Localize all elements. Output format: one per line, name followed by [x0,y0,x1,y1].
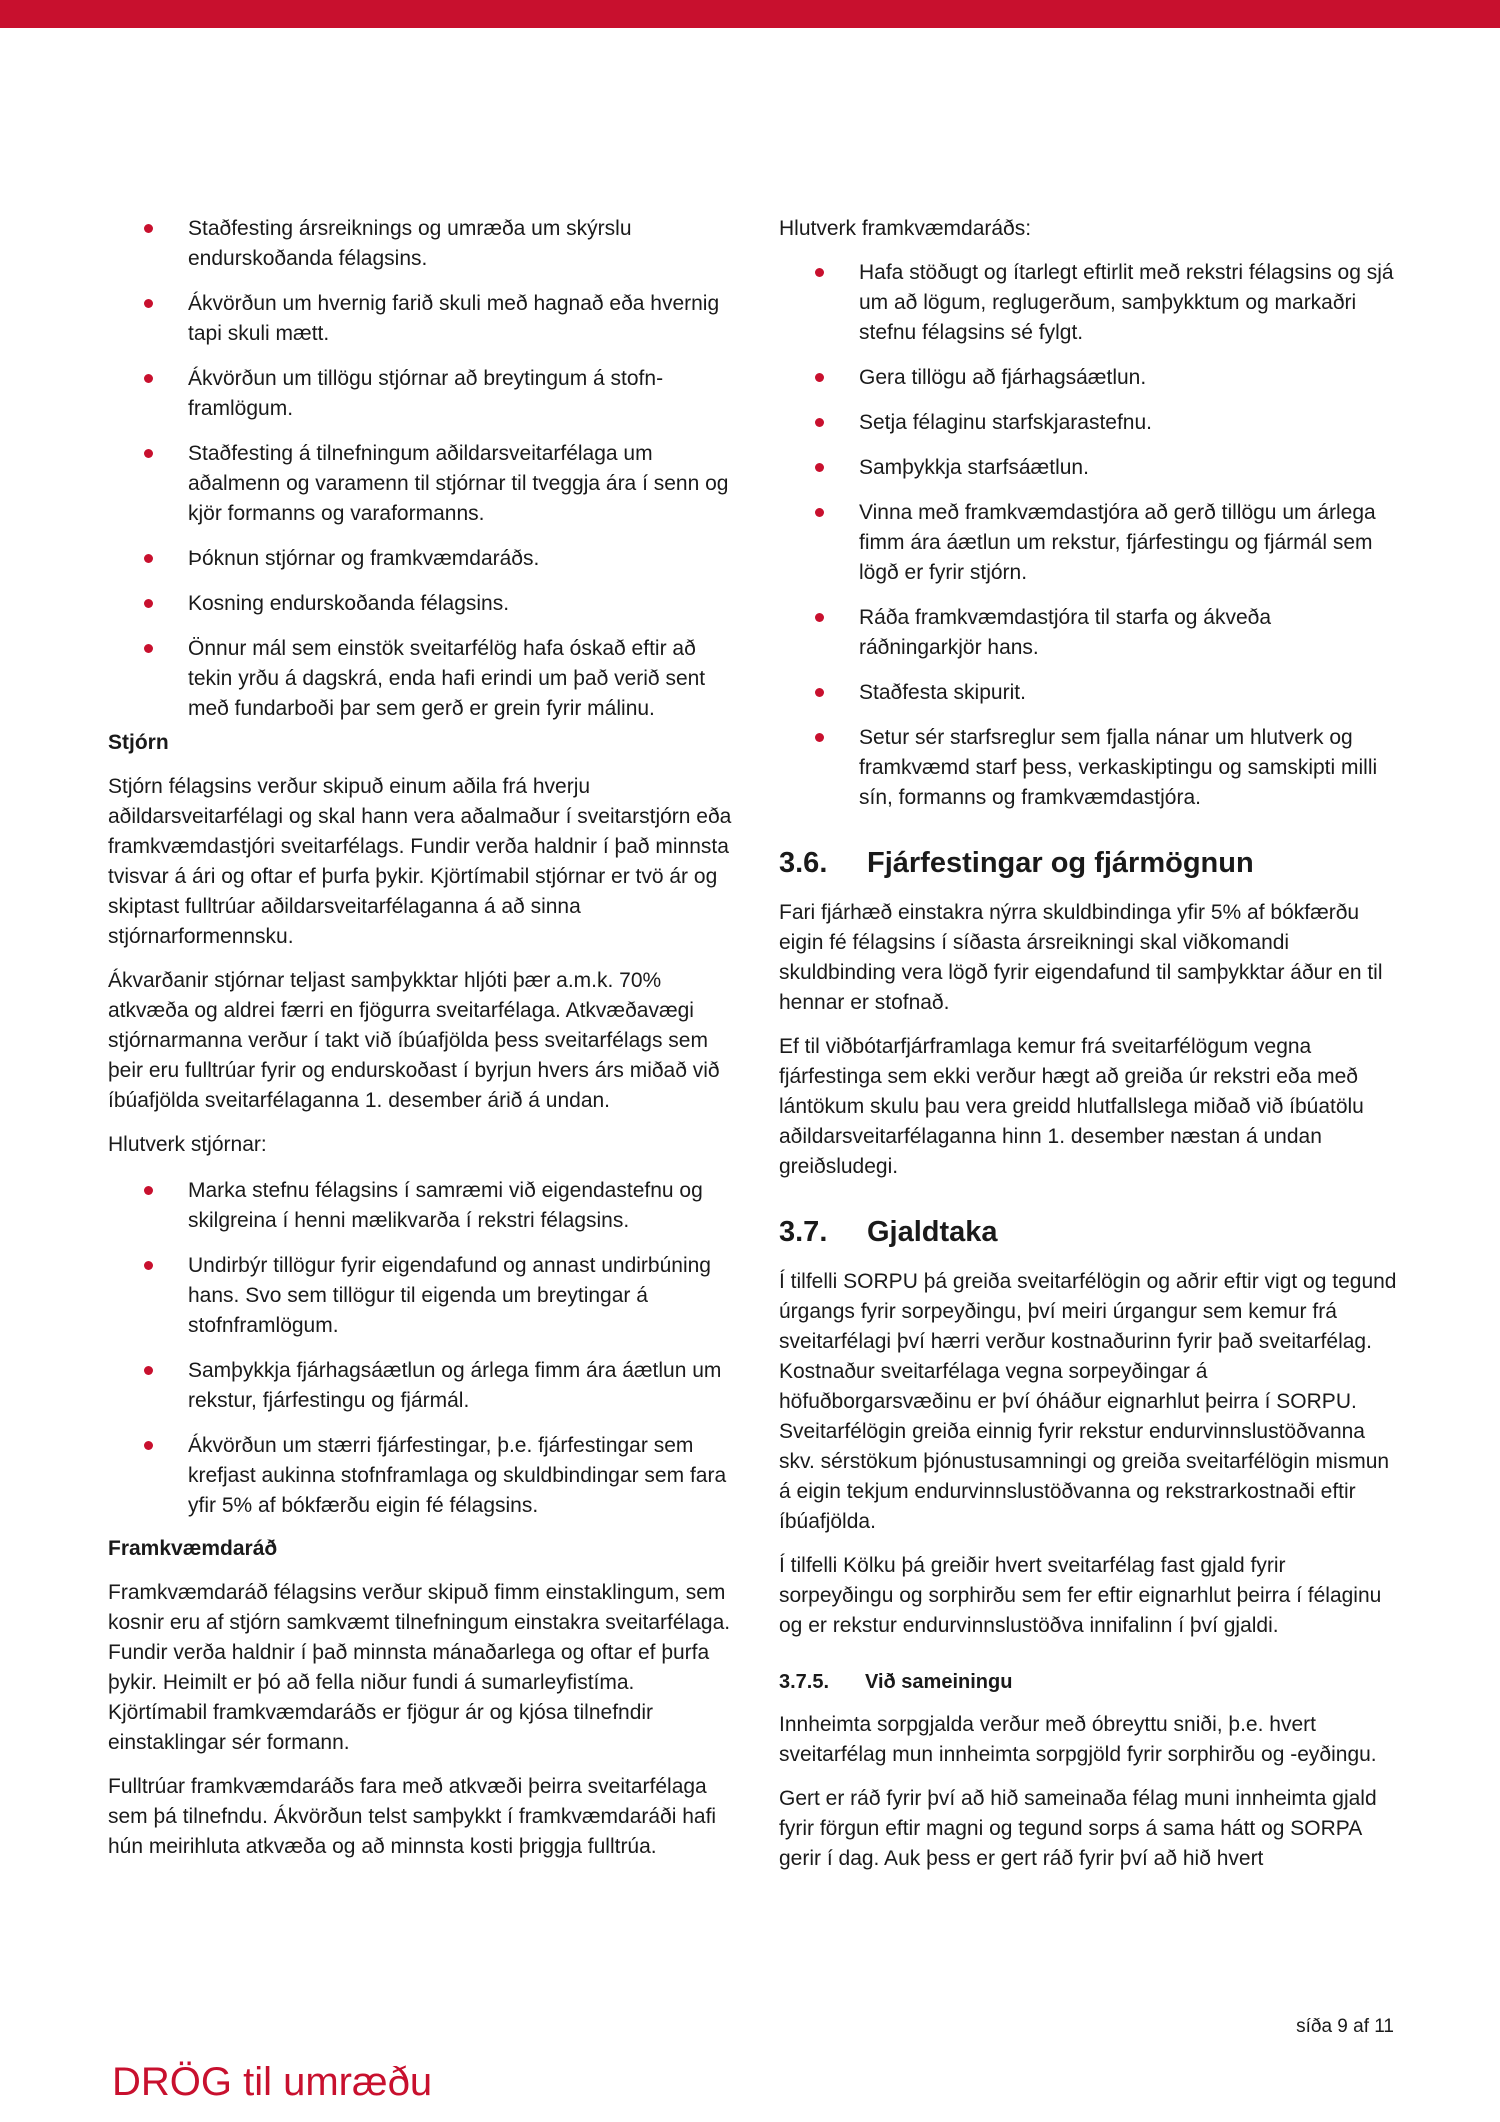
list-item-text: Setur sér starfsreglur sem fjalla nánar um hlutverk og framkvæmd starf þess, verkaskiptingu og samskipti milli sín, formanns og framkvæmdastjóra. [859,726,1378,809]
list-item [779,363,1399,393]
s375-paragraph-1: Innheimta sorpgjalda verður með óbreyttu sniði, þ.e. hvert sveitarfélag mun innheimta sorpgjöld fyrir sorphirðu og -eyðingu. [779,1713,1377,1766]
list-item-text: Ráða framkvæmdastjóra til starfa og ákveða ráðningarkjör hans. [859,606,1272,659]
section-title: Fjárfestingar og fjármögnun [867,847,1254,879]
list-item-text: Hafa stöðugt og ítarlegt eftirlit með rekstri félagsins og sjá um að lögum, reglugerðum, samþykktum og markaðri stefnu félagsins sé fylgt. [859,261,1394,344]
list-item [779,453,1399,483]
framkvaemdarad-paragraph-2: Fulltrúar framkvæmdaráðs fara með atkvæði þeirra sveitarfélaga sem þá tilnefndu. Ákvörðun telst samþykkt í framkvæmdaráði hafi hún meirihluta atkvæða og að minnsta kosti þriggja fulltrúa. [108,1775,717,1858]
bullet-icon [144,299,153,308]
section-number: 3.7.5. [779,1671,830,1693]
list-item [779,678,1399,708]
bullet-icon [144,599,153,608]
bullet-icon [815,688,824,697]
framkvaemdarad-paragraph-1: Framkvæmdaráð félagsins verður skipuð fimm einstaklingum, sem kosnir eru af stjórn samkvæmt tilnefningum einstakra sveitarfélaga. Fundir verða haldnir í það minnsta mánaðarlega og oftar ef þurfa þykir. Heimilt er þó að fella niður fundi á sumarleyfistíma. Kjörtímabil framkvæmdaráðs er fjögur ár og kjósa tilnefndir einstaklingar sér formann. [108,1581,731,1754]
list-item [779,498,1399,588]
list-item [108,1356,736,1416]
bullet-icon [815,268,824,277]
list-item-text: Staðfesting á tilnefningum aðildarsveitarfélaga um aðalmenn og varamenn til stjórnar til tveggja ára í senn og kjör formanns og varaformanns. [188,442,729,525]
bullet-icon [144,1261,153,1270]
list-item-text: Samþykkja starfsáætlun. [859,456,1089,479]
list-item-text: Ákvörðun um hvernig farið skuli með hagnað eða hvernig tapi skuli mætt. [188,292,720,345]
agenda-list [108,214,736,724]
section-3-6-heading [779,847,1399,880]
bullet-icon [815,418,824,427]
bullet-icon [144,224,153,233]
left-column [108,214,736,1876]
bullet-icon [144,1366,153,1375]
s37-paragraph-1: Í tilfelli SORPU þá greiða sveitarfélögin og aðrir eftir vigt og tegund úrgangs fyrir sorpeyðingu, því meiri úrgangur sem kemur frá sveitarfélagi því hærri verður kostnaðurinn fyrir það sveitarfélag. Kostnaður sveitarfélaga vegna sorpeyðingar á höfuðborgarsvæðinu er því óháður eignarhlut þeirra í SORPU. Sveitarfélögin greiða einnig fyrir rekstur endurvinnslustöðvanna skv. sérstökum þjónustusamningi og greiða sveitarfélögin mismun á eigin tekjum endurvinnslustöðvanna og rekstrarkostnaði eftir íbúafjölda. [779,1270,1397,1533]
s37-paragraph-2: Í tilfelli Kölku þá greiðir hvert sveitarfélag fast gjald fyrir sorpeyðingu og sorphirðu sem fer eftir eignarhlut þeirra í félaginu og er rekstur endurvinnslustöðva innifalinn í því gjaldi. [779,1554,1382,1637]
list-item-text: Samþykkja fjárhagsáætlun og árlega fimm ára áætlun um rekstur, fjárfestingu og fjármál. [188,1359,722,1412]
framkvaemdarad-heading: Framkvæmdaráð [108,1537,278,1560]
bullet-icon [144,449,153,458]
list-item-text: Ákvörðun um tillögu stjórnar að breytingum á stofn-framlögum. [188,367,664,420]
list-item [108,289,736,349]
board-role-list [108,1176,736,1521]
draft-label: DRÖG til umræðu [112,2060,433,2104]
s36-paragraph-2: Ef til viðbótarfjárframlaga kemur frá sveitarfélögum vegna fjárfestinga sem ekki verður hægt að greiða úr rekstri eða með lántökum skulu þau vera greidd hlutfallslega miðað við íbúatölu aðildarsveitarfélaganna hinn 1. desember næstan á undan greiðsludegi. [779,1035,1364,1178]
bullet-icon [144,1441,153,1450]
list-item-text: Undirbýr tillögur fyrir eigendafund og annast undirbúning hans. Svo sem tillögur til eigenda um breytingar á stofnframlögum. [188,1254,711,1337]
section-3-7-5-heading [779,1671,1399,1694]
list-item-text: Staðfesting ársreiknings og umræða um skýrslu endurskoðanda félagsins. [188,217,632,270]
list-item [779,723,1399,813]
stjorn-paragraph-1: Stjórn félagsins verður skipuð einum aðila frá hverju aðildarsveitarfélagi og skal hann vera aðalmaður í sveitarstjórn eða framkvæmdastjóri sveitarfélags. Fundir verða haldnir í það minnsta tvisvar á ári og oftar ef þurfa þykir. Kjörtímabil stjórnar er tvö ár og skiptast fulltrúar aðildarsveitarfélaganna á að sinna stjórnarformennsku. [108,775,732,948]
bullet-icon [144,1186,153,1195]
list-item-text: Marka stefnu félagsins í samræmi við eigendastefnu og skilgreina í henni mælikvarða í rekstri félagsins. [188,1179,703,1232]
list-item [108,544,736,574]
stjorn-heading: Stjórn [108,731,169,754]
list-item-text: Setja félaginu starfskjarastefnu. [859,411,1152,434]
list-item [108,364,736,424]
top-accent-bar [0,0,1500,28]
bullet-icon [815,463,824,472]
hlutverk-framkvaemdarads-label: Hlutverk framkvæmdaráðs: [779,217,1032,240]
list-item [108,1431,736,1521]
list-item [108,589,736,619]
bullet-icon [815,613,824,622]
list-item-text: Staðfesta skipurit. [859,681,1026,704]
list-item-text: Gera tillögu að fjárhagsáætlun. [859,366,1147,389]
list-item-text: Kosning endurskoðanda félagsins. [188,592,510,615]
hlutverk-stjornar-label: Hlutverk stjórnar: [108,1133,267,1156]
stjorn-paragraph-2: Ákvarðanir stjórnar teljast samþykktar hljóti þær a.m.k. 70% atkvæða og aldrei færri en fjögurra sveitarfélaga. Atkvæðavægi stjórnarmanna verður í takt við íbúafjölda þess sveitarfélags sem þeir eru fulltrúar fyrir og endurskoðast í byrjun hvers árs miðað við íbúafjölda sveitarfélaganna 1. desember árið á undan. [108,969,720,1112]
list-item-text: Þóknun stjórnar og framkvæmdaráðs. [188,547,540,570]
section-number: 3.6. [779,847,828,879]
s375-paragraph-2: Gert er ráð fyrir því að hið sameinaða félag muni innheimta gjald fyrir förgun eftir magni og tegund sorps á sama hátt og SORPA gerir í dag. Auk þess er gert ráð fyrir því að hið hvert [779,1787,1377,1870]
list-item [108,439,736,529]
bullet-icon [815,508,824,517]
list-item [108,1176,736,1236]
bullet-icon [144,374,153,383]
list-item-text: Ákvörðun um stærri fjárfestingar, þ.e. fjárfestingar sem krefjast aukinna stofnframlaga og skuldbindingar sem fara yfir 5% af bókfærðu eigin fé félagsins. [188,1434,727,1517]
bullet-icon [815,373,824,382]
bullet-icon [144,644,153,653]
s36-paragraph-1: Fari fjárhæð einstakra nýrra skuldbindinga yfir 5% af bókfærðu eigin fé félagsins í síðasta ársreikningi skal viðkomandi skuldbinding vera lögð fyrir eigendafund til samþykktar áður en til hennar er stofnað. [779,901,1383,1014]
list-item [779,603,1399,663]
list-item [108,634,736,724]
list-item [779,258,1399,348]
section-number: 3.7. [779,1216,828,1248]
list-item [779,408,1399,438]
list-item [108,1251,736,1341]
bullet-icon [144,554,153,563]
section-3-7-heading [779,1216,1399,1249]
section-title: Gjaldtaka [867,1216,998,1248]
section-title: Við sameiningu [865,1671,1013,1693]
list-item-text: Önnur mál sem einstök sveitarfélög hafa óskað eftir að tekin yrðu á dagskrá, enda hafi erindi um það verið sent með fundarboði þar sem gerð er grein fyrir málinu. [188,637,706,720]
right-column [779,214,1399,1888]
list-item-text: Vinna með framkvæmdastjóra að gerð tillögu um árlega fimm ára áætlun um rekstur, fjárfestingu og fjármál sem lögð er fyrir stjórn. [859,501,1376,584]
list-item [108,214,736,274]
bullet-icon [815,733,824,742]
page-number: síða 9 af 11 [1296,2016,1394,2037]
council-role-list [779,258,1399,813]
